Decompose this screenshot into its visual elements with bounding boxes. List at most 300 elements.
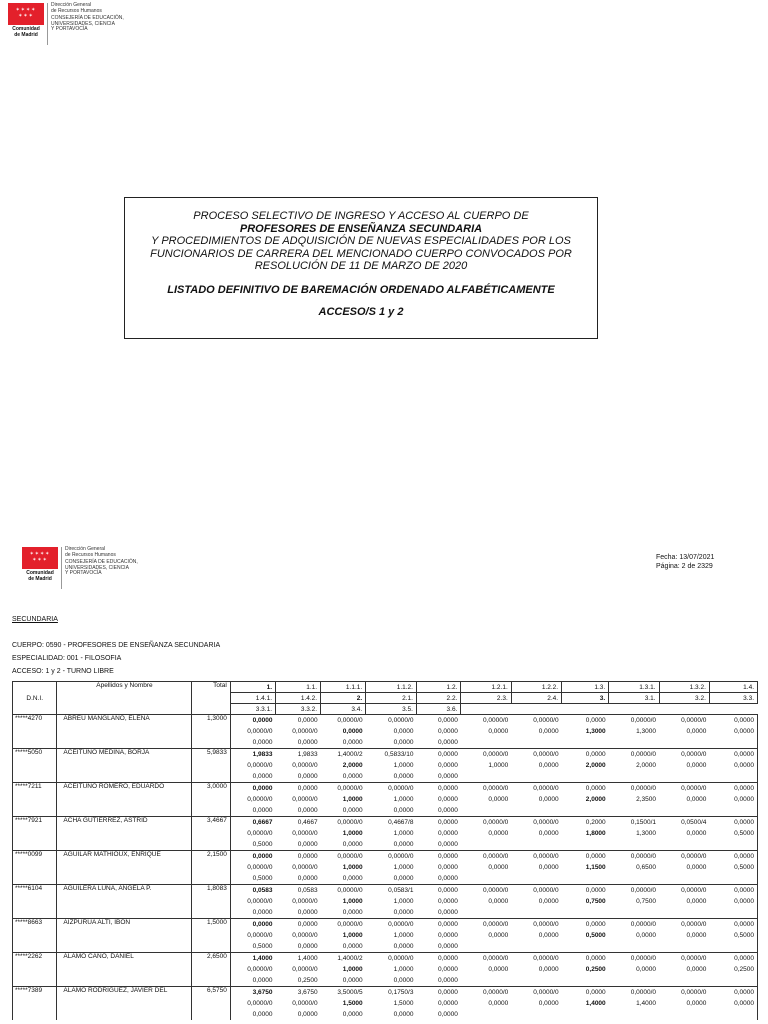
score-cell: 0,0000/0 (511, 783, 561, 795)
score-cell: 0,6667 (230, 817, 275, 829)
score-cell: 0,0000/0 (321, 885, 366, 897)
score-cell: 0,0000 (538, 898, 559, 905)
score-cell: 0,0000 (297, 841, 318, 848)
col-total-header: Total (192, 682, 230, 715)
score-cell: 0,0000 (686, 898, 707, 905)
score-cell: 1,0000 (393, 898, 414, 905)
total-cell: 6,5750 (192, 987, 230, 1021)
table-row (13, 919, 758, 931)
score-cell: 0,0000 (230, 715, 275, 727)
score-cell: 0,0000/0 (247, 830, 273, 837)
score-cell: 0,0000 (342, 807, 363, 814)
score-cell: 0,0000/0 (292, 1000, 318, 1007)
score-cell: 0,0000 (709, 998, 757, 1009)
score-cell: 0,0000 (252, 1011, 273, 1018)
score-cell: 0,0000/0 (292, 728, 318, 735)
col-header: 2.2. (416, 693, 460, 704)
score-cell: 0,0000 (488, 1000, 509, 1007)
score-cell: 0,4667/8 (366, 817, 417, 829)
col-header: 3.2. (659, 693, 709, 704)
score-cell: 1,9833 (230, 749, 275, 761)
score-cell: 1,0000 (342, 932, 363, 939)
score-cell: 0,0000 (488, 966, 509, 973)
score-cell: 0,0000 (686, 1000, 707, 1007)
score-cell: 0,2500 (585, 966, 606, 973)
score-cell: 0,0000 (538, 1000, 559, 1007)
dni-cell: *****0099 (13, 851, 57, 885)
score-cell: 0,0000 (686, 830, 707, 837)
score-cell: 0,0000/0 (292, 796, 318, 803)
logo-mark (8, 3, 44, 38)
score-cell: 0,0000 (297, 1011, 318, 1018)
score-cell: 0,0000 (297, 909, 318, 916)
score-cell: 0,0000 (562, 851, 609, 863)
logo-dept-line1: Dirección General (65, 546, 106, 552)
score-cell: 1,0000 (488, 762, 509, 769)
score-cell: 0,0000/0 (321, 919, 366, 931)
col-header: 2.4. (511, 693, 561, 704)
score-cell: 0,0000 (297, 943, 318, 950)
total-cell: 2,1500 (192, 851, 230, 885)
score-cell: 0,0000 (686, 966, 707, 973)
score-cell: 0,7500 (585, 898, 606, 905)
logo-brand-line2: de Madrid (14, 32, 38, 38)
score-cell: 0,0000 (342, 1011, 363, 1018)
score-cell: 0,0000/0 (247, 762, 273, 769)
score-cell: 0,0000 (709, 749, 757, 761)
total-cell: 1,5000 (192, 919, 230, 953)
score-cell: 0,0000 (438, 1011, 458, 1018)
score-cell: 0,0000 (438, 943, 458, 950)
score-cell: 0,0000/0 (659, 953, 709, 965)
logo-dept-line5: Y PORTAVOCÍA (65, 570, 102, 577)
score-cell: 0,0000 (709, 794, 757, 805)
title-line2: PROFESORES DE ENSEÑANZA SECUNDARIA (239, 222, 483, 235)
score-cell: 1,4000 (585, 1000, 606, 1007)
total-cell: 5,9833 (192, 749, 230, 783)
logo-divider (61, 547, 62, 589)
score-cell: 0,0000 (393, 773, 414, 780)
score-cell: 0,0000 (230, 919, 275, 931)
score-cell: 0,0000 (709, 726, 757, 737)
dni-cell: *****8663 (13, 919, 57, 953)
score-cell: 1,0000 (342, 830, 363, 837)
score-cell: 0,0000/0 (247, 796, 273, 803)
title-box (124, 197, 598, 339)
name-cell: AIZPURUA ALTI, IBON (57, 919, 192, 953)
score-cell: 0,0000/0 (659, 783, 709, 795)
score-cell: 0,0000 (709, 885, 757, 897)
score-cell: 0,0000/0 (609, 885, 659, 897)
score-cell: 0,0000 (488, 932, 509, 939)
score-cell: 0,0000 (342, 875, 363, 882)
logo-dept-line2: de Recursos Humanos (65, 551, 116, 558)
score-cell-empty (461, 907, 758, 919)
score-cell: 0,0000 (686, 796, 707, 803)
score-cell: 0,0500/4 (659, 817, 709, 829)
col-header: 1.1.2. (366, 682, 417, 693)
score-cell: 0,0000 (538, 728, 559, 735)
name-cell: ACEITUNO MEDINA, BORJA (57, 749, 192, 783)
col-header: 1.4.1. (230, 693, 275, 704)
score-cell: 0,0000 (438, 739, 458, 746)
score-cell: 0,0000 (416, 919, 460, 931)
score-cell: 0,0000 (416, 715, 460, 727)
table-row (13, 817, 758, 829)
score-cell: 0,0000 (438, 796, 458, 803)
score-cell: 0,0000 (562, 783, 609, 795)
score-cell: 0,0000/0 (247, 1000, 273, 1007)
col-header: 3.5. (366, 704, 417, 715)
score-cell: 1,4000 (230, 953, 275, 965)
acceso-title: ACCESO/S 1 y 2 (318, 306, 404, 318)
total-cell: 1,8083 (192, 885, 230, 919)
score-cell: 0,0000 (393, 943, 414, 950)
score-cell: 0,0000 (686, 932, 707, 939)
score-cell: 0,0000/0 (292, 830, 318, 837)
section-label: SECUNDARIA (12, 616, 58, 623)
score-cell: 0,0000/0 (366, 783, 417, 795)
score-cell: 0,0000 (438, 830, 458, 837)
score-cell: 0,0000 (686, 728, 707, 735)
name-cell: ACEITUNO ROMERO, EDUARDO (57, 783, 192, 817)
score-cell: 0,0000/0 (461, 749, 511, 761)
score-cell: 0,0000 (438, 807, 458, 814)
score-cell: 0,0000 (342, 773, 363, 780)
score-cell: 0,0000 (276, 783, 321, 795)
score-cell: 0,0000 (438, 898, 458, 905)
score-cell: 0,0000 (297, 807, 318, 814)
logo-dept-line3: CONSEJERÍA DE EDUCACIÓN, (65, 559, 138, 566)
score-cell: 0,0000 (562, 953, 609, 965)
name-cell: AGUILAR MATHIOUX, ENRIQUE (57, 851, 192, 885)
title-line4: FUNCIONARIOS DE CARRERA DEL MENCIONADO CUERPO CONVOCADOS POR (150, 247, 572, 260)
col-header: 1.2.2. (511, 682, 561, 693)
score-cell: 2,3500 (636, 796, 657, 803)
score-cell-empty (461, 873, 758, 885)
score-cell: 0,2500 (297, 977, 318, 984)
col-dni-header: D.N.I. (13, 682, 57, 715)
logo-dept-line5: Y PORTAVOCÍA (51, 26, 88, 33)
score-cell: 0,0000/0 (609, 953, 659, 965)
score-cell: 0,0000 (562, 987, 609, 999)
flag-icon: ✶✶✶✶ ✶✶✶ (22, 547, 58, 569)
score-cell: 0,0000 (393, 977, 414, 984)
score-cell: 1,0000 (393, 932, 414, 939)
score-cell: 0,0000/0 (511, 715, 561, 727)
col-header: 3.3.1. (230, 704, 275, 715)
score-cell: 0,0000 (488, 728, 509, 735)
total-cell: 2,6500 (192, 953, 230, 987)
score-cell: 1,0000 (342, 898, 363, 905)
logo-text (65, 547, 138, 577)
score-cell: 0,0000 (393, 841, 414, 848)
score-cell-empty (461, 737, 758, 749)
score-cell: 0,0000/0 (292, 966, 318, 973)
score-cell: 0,0000 (438, 1000, 458, 1007)
logo-comunidad-madrid (8, 3, 124, 45)
score-cell: 0,0000 (686, 762, 707, 769)
score-cell: 0,0000 (416, 885, 460, 897)
col-header-empty (461, 704, 758, 715)
dni-cell: *****7389 (13, 987, 57, 1021)
score-cell: 0,0000 (709, 987, 757, 999)
score-cell: 0,0000 (709, 715, 757, 727)
score-cell: 1,3000 (636, 830, 657, 837)
score-cell: 0,0000 (252, 807, 273, 814)
title-line5: RESOLUCIÓN DE 11 DE MARZO DE 2020 (254, 260, 468, 272)
score-cell: 0,0000 (709, 953, 757, 965)
score-cell: 0,0000/0 (511, 817, 561, 829)
especialidad-label: ESPECIALIDAD: 001 - FILOSOFIA (12, 655, 122, 662)
name-cell: AGUILERA LUNA, ANGELA P. (57, 885, 192, 919)
score-cell: 0,0000 (438, 841, 458, 848)
col-header: 3. (562, 693, 609, 704)
score-cell: 0,0000 (393, 875, 414, 882)
score-cell: 0,0000 (252, 909, 273, 916)
score-cell: 0,0000 (438, 966, 458, 973)
score-cell: 0,0000/0 (511, 749, 561, 761)
total-cell: 1,3000 (192, 715, 230, 749)
score-cell: 0,0000/0 (366, 953, 417, 965)
col-header: 1.2.1. (461, 682, 511, 693)
score-cell: 1,4000 (636, 1000, 657, 1007)
score-cell: 0,0000 (393, 807, 414, 814)
col-header: 2.1. (366, 693, 417, 704)
score-cell: 0,0000 (297, 773, 318, 780)
score-cell: 0,0000 (709, 783, 757, 795)
score-cell: 0,0000 (438, 773, 458, 780)
score-cell: 0,0000/0 (659, 749, 709, 761)
score-cell: 1,0000 (393, 864, 414, 871)
score-cell: 0,0000/0 (461, 783, 511, 795)
score-cell: 0,0000/0 (461, 953, 511, 965)
list-title: LISTADO DEFINITIVO DE BAREMACIÓN ORDENADO ALFABÉTICAMENTE (167, 283, 555, 296)
table-row (13, 987, 758, 999)
score-cell: 1,9833 (276, 749, 321, 761)
score-cell: 0,0000 (276, 919, 321, 931)
score-cell: 0,0000/0 (511, 987, 561, 999)
score-cell: 0,0000 (709, 851, 757, 863)
score-cell: 0,0000 (438, 762, 458, 769)
score-cell: 0,0000 (276, 851, 321, 863)
score-cell-empty (461, 771, 758, 783)
total-cell: 3,0000 (192, 783, 230, 817)
score-cell: 0,2000 (562, 817, 609, 829)
score-cell: 0,0000 (276, 715, 321, 727)
col-header: 1.4. (709, 682, 757, 693)
score-cell: 1,1500 (585, 864, 606, 871)
score-cell: 0,0000/0 (659, 987, 709, 999)
score-cell: 0,0000 (562, 715, 609, 727)
col-header: 3.3.2. (276, 704, 321, 715)
score-cell: 0,0000/0 (659, 715, 709, 727)
col-name-header: Apellidos y Nombre (57, 682, 192, 715)
score-cell: 0,0000/0 (247, 728, 273, 735)
score-cell: 1,0000 (342, 864, 363, 871)
score-cell: 0,0000/0 (511, 919, 561, 931)
table-row (13, 749, 758, 761)
logo-dept-line1: Dirección General (51, 2, 92, 8)
score-cell: 1,5000 (342, 1000, 363, 1007)
score-cell: 0,0000 (393, 909, 414, 916)
col-header: 1.3.1. (609, 682, 659, 693)
score-cell: 0,0000 (438, 864, 458, 871)
score-cell-empty (461, 839, 758, 851)
score-cell: 0,0000 (252, 739, 273, 746)
score-cell: 1,0000 (342, 966, 363, 973)
score-cell: 0,0000/0 (511, 953, 561, 965)
score-cell: 0,0000 (488, 898, 509, 905)
score-cell: 0,0000/0 (609, 783, 659, 795)
score-cell: 2,0000 (585, 796, 606, 803)
score-cell-empty (461, 805, 758, 817)
col-header: 1.4.2. (276, 693, 321, 704)
baremacion-table (12, 681, 758, 1020)
logo-text (51, 3, 124, 33)
score-cell: 0,0000/0 (366, 919, 417, 931)
table-row (13, 783, 758, 795)
score-cell: 0,1500/1 (609, 817, 659, 829)
score-cell: 0,0000 (686, 864, 707, 871)
score-cell: 0,0000/0 (247, 932, 273, 939)
score-cell: 0,0000 (538, 762, 559, 769)
score-cell: 1,4000/2 (321, 953, 366, 965)
score-cell: 0,5000 (252, 841, 273, 848)
score-cell: 3,5000/5 (321, 987, 366, 999)
score-cell: 0,0583/1 (366, 885, 417, 897)
score-cell: 0,0000/0 (321, 783, 366, 795)
logo-divider (47, 3, 48, 45)
score-cell: 1,8000 (585, 830, 606, 837)
score-cell: 0,0000/0 (247, 864, 273, 871)
col-header: 2.3. (461, 693, 511, 704)
score-cell: 0,0000 (562, 749, 609, 761)
logo-brand-line2: de Madrid (28, 576, 52, 582)
name-cell: ABREU MANGLANO, ELENA (57, 715, 192, 749)
score-cell: 0,0000/0 (659, 885, 709, 897)
score-cell: 0,0000/0 (321, 817, 366, 829)
score-cell: 0,0000 (709, 817, 757, 829)
score-cell: 1,4000 (276, 953, 321, 965)
score-cell: 0,0000/0 (659, 851, 709, 863)
score-cell: 0,2500 (709, 964, 757, 975)
col-header: 3.4. (321, 704, 366, 715)
score-cell: 0,0000 (252, 773, 273, 780)
score-cell: 0,0000 (393, 728, 414, 735)
score-cell: 1,4000/2 (321, 749, 366, 761)
col-header: 1.1. (276, 682, 321, 693)
score-cell: 0,0000 (488, 796, 509, 803)
score-cell: 0,0000/0 (609, 749, 659, 761)
score-cell: 0,0000/0 (609, 715, 659, 727)
cuerpo-label: CUERPO: 0590 - PROFESORES DE ENSEÑANZA SECUNDARIA (12, 642, 221, 649)
col-header: 1.2. (416, 682, 460, 693)
dni-cell: *****6104 (13, 885, 57, 919)
score-cell: 0,5000 (709, 828, 757, 839)
score-cell: 0,0000/0 (461, 987, 511, 999)
col-header: 1.1.1. (321, 682, 366, 693)
score-cell: 0,6500 (636, 864, 657, 871)
score-cell-empty (461, 975, 758, 987)
flag-icon: ✶✶✶✶ ✶✶✶ (8, 3, 44, 25)
score-cell: 0,0000 (416, 851, 460, 863)
score-cell: 0,0000 (416, 817, 460, 829)
score-cell: 2,0000 (342, 762, 363, 769)
score-cell: 0,0000 (636, 966, 657, 973)
score-cell: 0,0000/0 (659, 919, 709, 931)
score-cell: 0,0000 (297, 875, 318, 882)
score-cell: 0,0000 (416, 749, 460, 761)
score-cell: 0,0000/0 (461, 851, 511, 863)
logo-comunidad-madrid-header (22, 547, 138, 589)
score-cell: 3,6750 (230, 987, 275, 999)
acceso-label: ACCESO: 1 y 2 - TURNO LIBRE (12, 668, 114, 675)
score-cell: 0,0000/0 (461, 919, 511, 931)
score-cell: 0,0000/0 (321, 715, 366, 727)
logo-brand-line1: Comunidad (12, 26, 40, 32)
score-cell: 0,0000 (438, 932, 458, 939)
total-cell: 3,4667 (192, 817, 230, 851)
col-header: 1.3. (562, 682, 609, 693)
score-cell: 0,0000 (342, 728, 363, 735)
score-cell: 0,0000 (252, 977, 273, 984)
score-cell: 1,0000 (393, 966, 414, 973)
score-cell: 0,0000 (416, 987, 460, 999)
score-cell: 0,0000/0 (511, 885, 561, 897)
score-cell: 0,1750/3 (366, 987, 417, 999)
score-cell: 1,0000 (342, 796, 363, 803)
col-header: 1.3.2. (659, 682, 709, 693)
score-cell: 0,0000 (342, 943, 363, 950)
score-cell: 0,0000/0 (366, 851, 417, 863)
score-cell: 0,0000 (438, 875, 458, 882)
score-cell: 1,3000 (585, 728, 606, 735)
col-header: 2. (321, 693, 366, 704)
dni-cell: *****5050 (13, 749, 57, 783)
col-header: 3.3. (709, 693, 757, 704)
logo-dept-line4: UNIVERSIDADES, CIENCIA (65, 564, 129, 571)
table-row (13, 953, 758, 965)
score-cell: 0,0000/0 (366, 715, 417, 727)
score-cell: 1,0000 (393, 796, 414, 803)
score-cell: 0,0000/0 (511, 851, 561, 863)
score-cell: 0,0000/0 (292, 898, 318, 905)
score-cell: 0,4667 (276, 817, 321, 829)
score-cell: 0,0000 (438, 728, 458, 735)
score-cell: 2,0000 (585, 762, 606, 769)
score-cell: 0,5000 (709, 862, 757, 873)
name-cell: ALAMO CANO, DANIEL (57, 953, 192, 987)
score-cell: 0,0000 (230, 783, 275, 795)
score-cell: 0,0000 (416, 783, 460, 795)
score-cell: 0,0000/0 (292, 762, 318, 769)
score-cell: 0,0000 (342, 977, 363, 984)
col-header: 1. (230, 682, 275, 693)
score-cell: 0,0000 (538, 864, 559, 871)
score-cell: 1,0000 (393, 830, 414, 837)
score-cell: 0,0000/0 (461, 817, 511, 829)
score-cell: 0,0000 (342, 739, 363, 746)
score-cell: 0,0000/0 (609, 919, 659, 931)
score-cell: 0,0000 (562, 919, 609, 931)
score-cell: 0,5833/10 (366, 749, 417, 761)
score-cell: 2,0000 (636, 762, 657, 769)
score-cell: 0,0000 (562, 885, 609, 897)
logo-dept-line4: UNIVERSIDADES, CIENCIA (51, 20, 115, 27)
score-cell: 0,0000 (709, 919, 757, 931)
score-cell: 0,0000/0 (292, 932, 318, 939)
